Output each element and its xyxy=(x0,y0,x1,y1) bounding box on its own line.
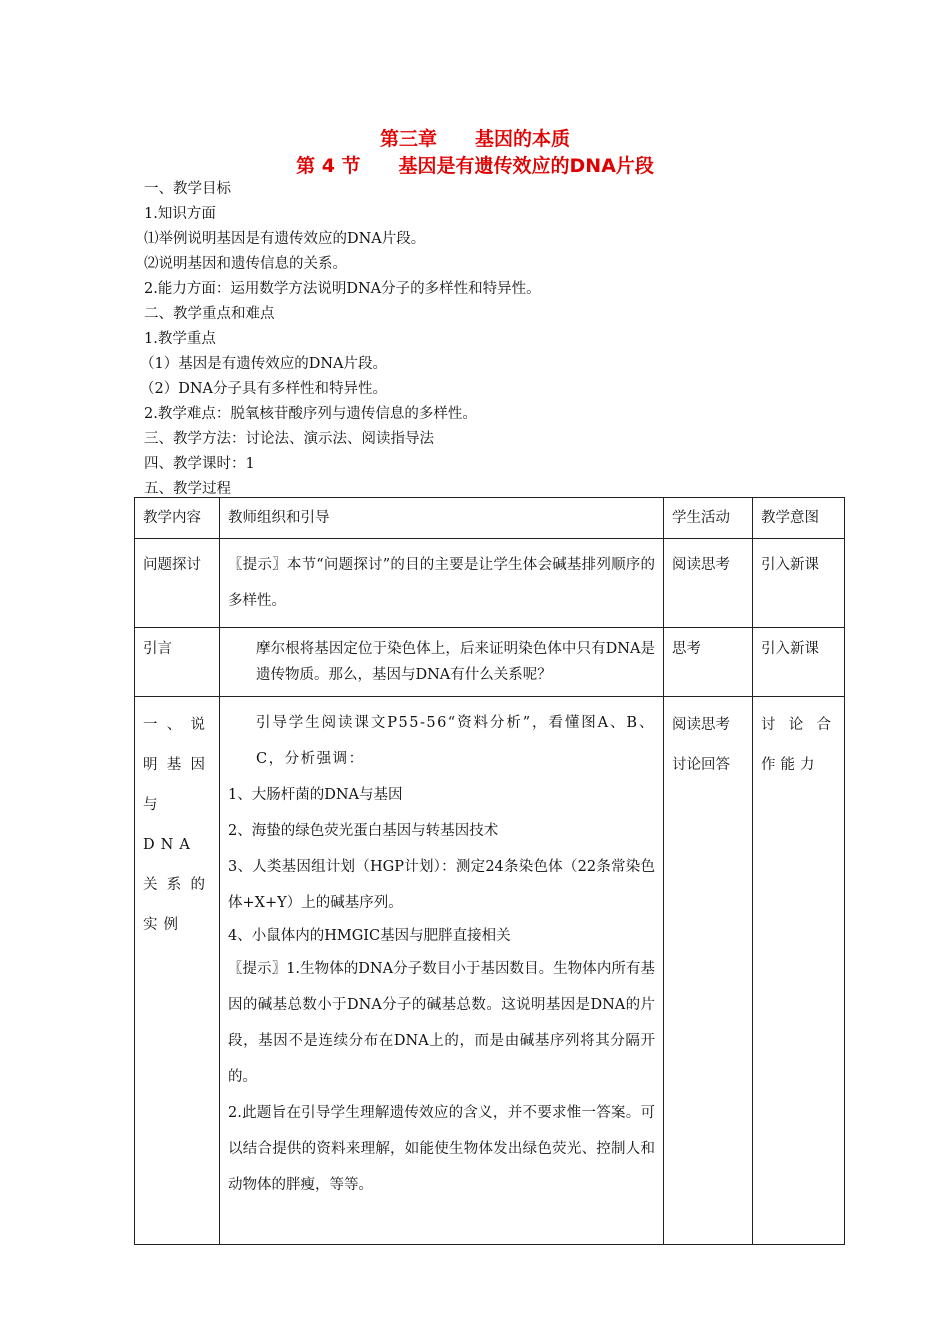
outline-line: 一、教学目标 xyxy=(144,181,231,197)
row-teacher: 〖提示〗本节“问题探讨”的目的主要是让学生体会碱基排列顺序的多样性。 xyxy=(220,539,664,628)
outline-line: （1）基因是有遗传效应的DNA片段。 xyxy=(140,356,388,372)
table-row xyxy=(135,697,845,1245)
outline-line: 三、教学方法：讨论法、演示法、阅读指导法 xyxy=(144,431,434,447)
teacher-line: 1、大肠杆菌的DNA与基因 xyxy=(228,787,403,803)
teacher-line: 2、海蛰的绿色荧光蛋白基因与转基因技术 xyxy=(228,823,499,839)
teacher-line: 2.此题旨在引导学生理解遗传效应的含义，并不要求惟一答案。可以结合提供的资料来理解，如能使生物体发出绿色荧光、控制人和动物体的胖瘦，等等。 xyxy=(228,1105,655,1193)
outline-line: 1.知识方面 xyxy=(144,206,216,222)
row-teacher: 摩尔根将基因定位于染色体上，后来证明染色体中只有DNA是遗传物质。那么，基因与DNA有什么关系呢？ xyxy=(256,641,655,683)
row-student-cell xyxy=(664,697,753,1245)
teacher-line: 4、小鼠体内的HMGIC基因与肥胖直接相关 xyxy=(228,928,511,944)
student-line: 讨论回答 xyxy=(672,757,730,773)
outline-line: 五、教学过程 xyxy=(144,481,231,497)
outline-line: ⑵说明基因和遗传信息的关系。 xyxy=(144,256,347,272)
table-row xyxy=(135,539,845,628)
table-header-row xyxy=(135,498,845,539)
teacher-line: 3、人类基因组计划（HGP计划）：测定24条染色体（22条常染色体+X+Y）上的碱基序列。 xyxy=(228,859,655,911)
row-content: 问题探讨 xyxy=(135,539,220,628)
section-title: 第 4 节 基因是有遗传效应的DNA片段 xyxy=(296,155,654,177)
table-row xyxy=(135,628,845,697)
outline-line: 四、教学课时：1 xyxy=(144,456,255,472)
header-content: 教学内容 xyxy=(135,498,220,539)
header-intent: 教学意图 xyxy=(753,498,845,539)
outline-line: （2）DNA分子具有多样性和特异性。 xyxy=(140,381,388,397)
outline-line: 二、教学重点和难点 xyxy=(144,306,275,322)
row-student: 阅读思考 xyxy=(664,539,753,628)
chapter-title: 第三章 基因的本质 xyxy=(379,128,570,150)
row-content: 引言 xyxy=(135,628,220,697)
teaching-process-table xyxy=(134,497,845,1245)
header-student: 学生活动 xyxy=(664,498,753,539)
outline-line: 2.能力方面：运用数学方法说明DNA分子的多样性和特异性。 xyxy=(144,281,541,297)
row-content: 一、说明基因与DNA关系的实例 xyxy=(135,697,220,1245)
row-teacher-cell xyxy=(220,628,664,697)
row-intent: 讨论合作能力 xyxy=(753,697,845,1245)
outline-line: 2.教学难点：脱氧核苷酸序列与遗传信息的多样性。 xyxy=(144,406,477,422)
row-intent: 引入新课 xyxy=(753,539,845,628)
teacher-line: 〖提示〗1.生物体的DNA分子数目小于基因数目。生物体内所有基因的碱基总数小于DNA分子的碱基总数。这说明基因是DNA的片段，基因不是连续分布在DNA上的，而是由碱基序列将其分隔开的。 xyxy=(228,961,655,1085)
student-line: 阅读思考 xyxy=(672,717,730,733)
row-student: 思考 xyxy=(664,628,753,697)
outline-line: 1.教学重点 xyxy=(144,331,216,347)
outline-line: ⑴举例说明基因是有遗传效应的DNA片段。 xyxy=(144,231,426,247)
row-intent: 引入新课 xyxy=(753,628,845,697)
row-teacher-cell xyxy=(220,697,664,1245)
teacher-line: 引导学生阅读课文P55-56“资料分析”，看懂图A、B、C，分析强调： xyxy=(256,715,655,767)
header-teacher: 教师组织和引导 xyxy=(220,498,664,539)
